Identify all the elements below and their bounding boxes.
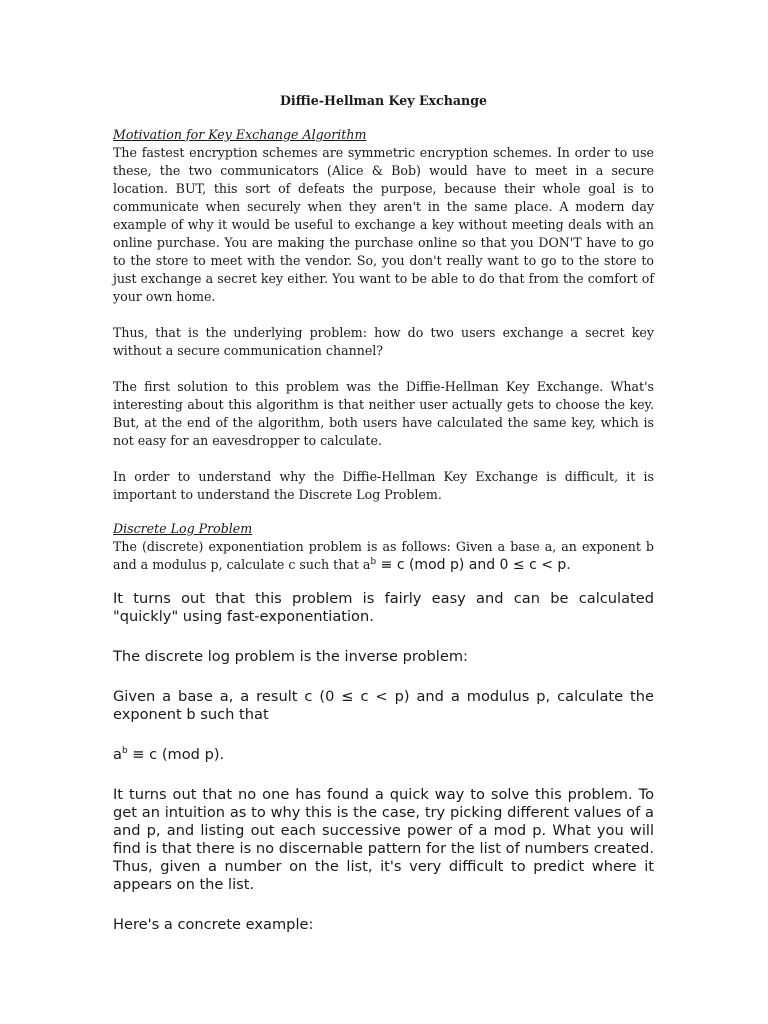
paragraph-motivation-4: In order to understand why the Diffie-Hellman Key Exchange is difficult, it is important to understand the Discrete Log Problem. xyxy=(113,469,654,502)
paragraph-motivation-3: The first solution to this problem was the Diffie-Hellman Key Exchange. What's interesting about this algorithm is that neither user actually gets to choose the key. But, at the end of the algorithm, both users have calculated the same key, which is not easy for an eavesdropper to calculate. xyxy=(113,379,654,448)
exponent-b: b xyxy=(370,556,377,567)
paragraph-discrete-7: Here's a concrete example: xyxy=(113,916,314,933)
document-title: Diffie-Hellman Key Exchange xyxy=(279,93,488,108)
paragraph-discrete-4: Given a base a, a result c (0 ≤ c < p) and a modulus p, calculate the exponent b such that xyxy=(113,688,654,723)
paragraph-discrete-2: It turns out that this problem is fairly easy and can be calculated "quickly" using fast-exponentiation. xyxy=(113,590,654,625)
paragraph-discrete-3: The discrete log problem is the inverse problem: xyxy=(113,648,468,665)
paragraph-discrete-1 xyxy=(113,538,654,574)
congruence-text: ≡ c (mod p) and 0 ≤ c < p. xyxy=(376,557,571,573)
section-heading-discrete-log: Discrete Log Problem xyxy=(113,521,253,536)
congruence-equation xyxy=(113,746,654,764)
paragraph-motivation-2: Thus, that is the underlying problem: how do two users exchange a secret key without a secure communication channel? xyxy=(113,325,654,358)
document-page xyxy=(113,92,654,934)
section-heading-motivation: Motivation for Key Exchange Algorithm xyxy=(113,127,367,142)
exponent-b-eq: b xyxy=(121,746,128,757)
base-a: a xyxy=(113,746,122,763)
exponentiation-text: The (discrete) exponentiation problem is as follows: Given a base a, an exponent b and a modulus p, calculate c such that a xyxy=(113,539,654,572)
paragraph-motivation-1: The fastest encryption schemes are symmetric encryption schemes. In order to use these, the two communicators (Alice & Bob) would have to meet in a secure location. BUT, this sort of defeats the purpose, because their whole goal is to communicate when securely when they aren't in the same place. A modern day example of why it would be useful to exchange a key without meeting deals with an online purchase. You are making the purchase online so that you DON'T have to go to the store to meet with the vendor. So, you don't really want to go to the store to just exchange a secret key either. You want to be able to do that from the comfort of your own home. xyxy=(113,145,654,304)
paragraph-discrete-6: It turns out that no one has found a quick way to solve this problem. To get an intuition as to why this is the case, try picking different values of a and p, and listing out each successive power of a mod p. What you will find is that there is no discernable pattern for the list of numbers created. Thus, given a number on the list, it's very difficult to predict where it appears on the list. xyxy=(113,786,654,893)
congruence-rest: ≡ c (mod p). xyxy=(127,746,225,763)
